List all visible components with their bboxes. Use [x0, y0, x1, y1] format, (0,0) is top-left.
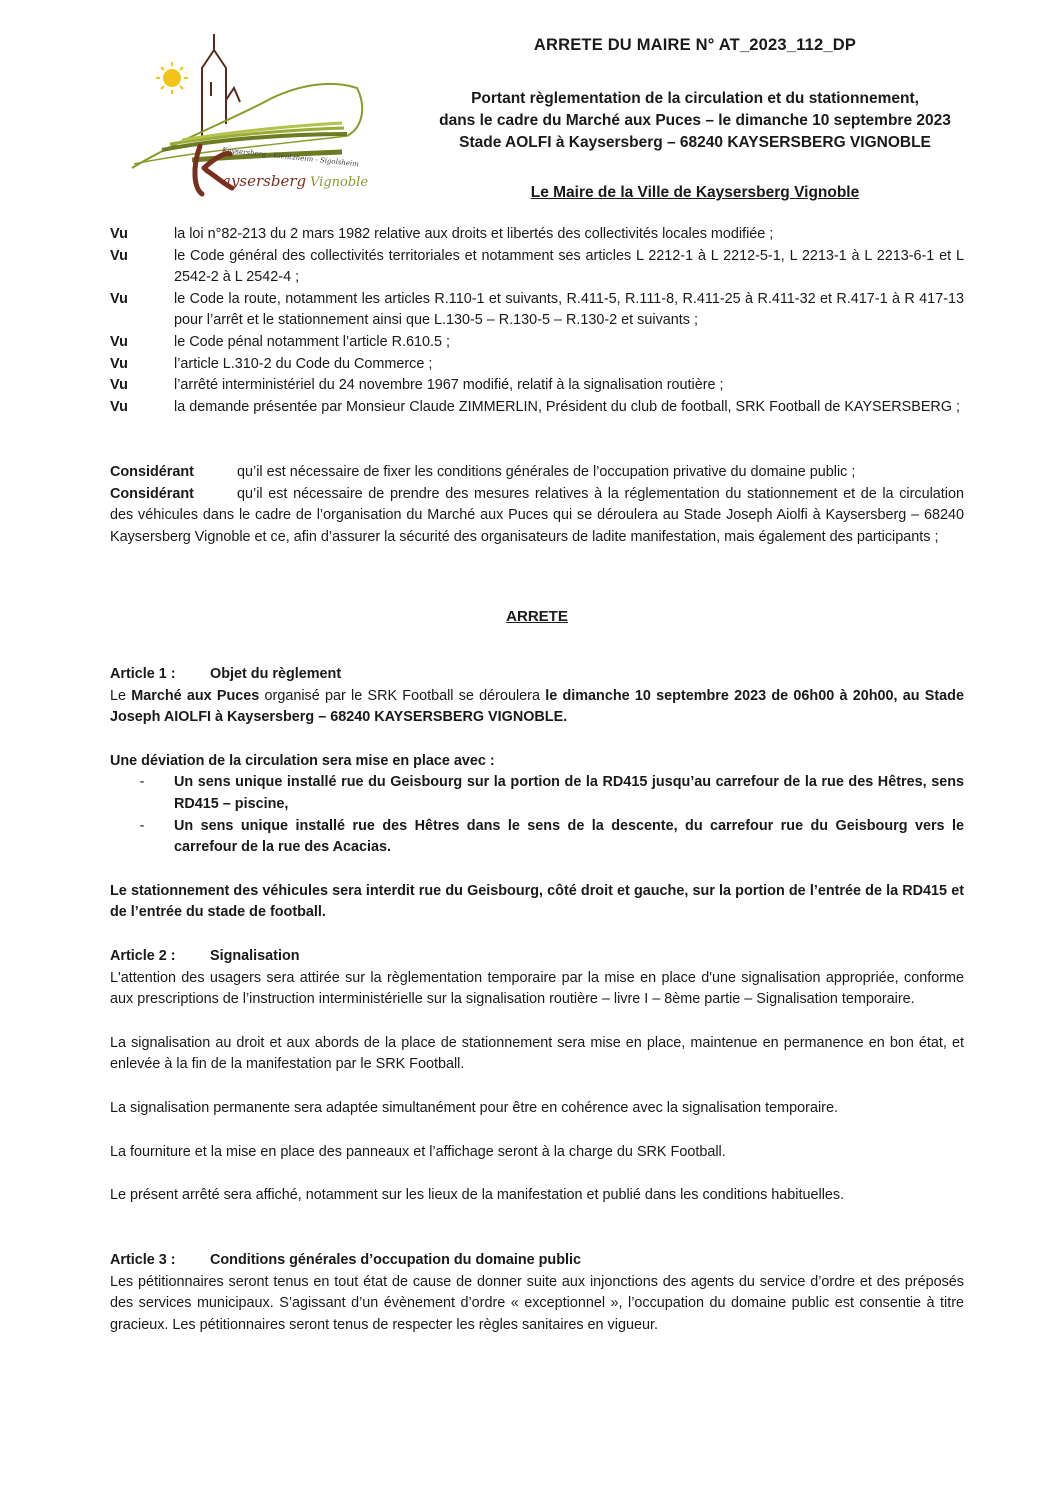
- vu-clause: Vu le Code général des collectivités territoriales et notamment ses articles L 2212-1 à L 2212-5-1, L 2213-1 à L 2213-6-1 et L 2542-2 à L 2542-4 ;: [110, 247, 964, 286]
- mayor-heading: Le Maire de la Ville de Kaysersberg Vignoble: [530, 184, 860, 201]
- considerant-clause: Considérant qu’il est nécessaire de fixer les conditions générales de l’occupation privative du domaine public ;: [110, 464, 856, 480]
- subtitle-line: Stade AOLFI à Kaysersberg – 68240 KAYSERSBERG VIGNOBLE: [459, 134, 931, 151]
- vu-clause: Vu la loi n°82-213 du 2 mars 1982 relative aux droits et libertés des collectivités locales modifiée ;: [110, 226, 774, 242]
- considerant-clause: Considérant qu’il est nécessaire de prendre des mesures relatives à la réglementation du stationnement et de la circulation des véhicules dans le cadre de l’organisation du Marché aux Puces qui se déroulera au Stade Joseph Aiolfi à Kaysersberg – 68240 Kaysersberg Vignoble et ce, afin d’assurer la sécurité des organisateurs de ladite manifestation, mais également des participants ;: [110, 485, 964, 545]
- logo-villages-text: Kaysersberg - Kientzheim - Sigolsheim: [221, 146, 360, 169]
- article-1: [110, 664, 964, 924]
- kaysersberg-vignoble-logo: [122, 28, 384, 198]
- vu-clause: Vu le Code pénal notamment l’article R.610.5 ;: [110, 333, 450, 350]
- deviation-intro: Une déviation de la circulation sera mise en place avec :: [110, 752, 495, 769]
- vu-clause: Vu l’arrêté interministériel du 24 novembre 1967 modifié, relatif à la signalisation routière ;: [110, 377, 724, 394]
- article-heading: Article 2 : Signalisation: [110, 948, 300, 964]
- list-item: - Un sens unique installé rue des Hêtres dans le sens de la descente, du carrefour rue du Geisbourg vers le carrefour de la rue des Acacias.: [139, 817, 964, 856]
- article-paragraph: Le Marché aux Puces organisé par le SRK Football se déroulera le dimanche 10 septembre 2023 de 06h00 à 20h00, au Stade Joseph AIOLFI à Kaysersberg – 68240 KAYSERSBERG VIGNOBLE.: [110, 687, 964, 726]
- vu-clauses: [110, 224, 964, 418]
- article-paragraph: L'attention des usagers sera attirée sur la règlementation temporaire par la mise en place d'une signalisation appropriée, conforme aux prescriptions de l’instruction interministérielle sur la signalisation routière – livre I – 8ème partie – Signalisation temporaire.: [110, 969, 964, 1008]
- subtitle-line: dans le cadre du Marché aux Puces – le dimanche 10 septembre 2023: [439, 112, 951, 129]
- vu-clause: Vu la demande présentée par Monsieur Claude ZIMMERLIN, Président du club de football, SRK Football de KAYSERSBERG ;: [110, 398, 961, 415]
- arrete-heading: ARRETE: [506, 608, 568, 625]
- sun-icon: [156, 62, 188, 94]
- logo-name-vignoble: Vignoble: [310, 175, 369, 190]
- list-item: - Un sens unique installé rue du Geisbourg sur la portion de la RD415 jusqu’au carrefour de la rue des Hêtres, sens RD415 – piscine,: [139, 774, 964, 812]
- vu-clause: Vu l’article L.310-2 du Code du Commerce ;: [110, 355, 433, 372]
- parking-rule: Le stationnement des véhicules sera interdit rue du Geisbourg, côté droit et gauche, sur la portion de l’entrée de la RD415 et de l’entrée du stade de football.: [110, 882, 964, 921]
- article-2: [110, 946, 964, 1207]
- tower-icon: [202, 34, 240, 136]
- vu-clause: Vu le Code la route, notamment les articles R.110-1 et suivants, R.411-5, R.111-8, R.411-25 à R.411-32 et R.417-1 à R 417-13 pour l’arrêt et le stationnement ainsi que L.130-5 – R.130-5 – R.130-2 et suivants ;: [110, 290, 964, 329]
- decree-subtitle: [395, 88, 995, 154]
- article-heading: Article 3 : Conditions générales d’occupation du domaine public: [110, 1252, 581, 1268]
- subtitle-line: Portant règlementation de la circulation et du stationnement,: [471, 90, 919, 107]
- logo-name-text: aysersberg: [222, 172, 307, 190]
- article-paragraph: La signalisation permanente sera adaptée simultanément pour être en cohérence avec la signalisation temporaire.: [110, 1099, 838, 1116]
- article-3: [110, 1250, 964, 1336]
- article-paragraph: La fourniture et la mise en place des panneaux et l’affichage seront à la charge du SRK Football.: [110, 1143, 726, 1160]
- decree-title: ARRETE DU MAIRE N° AT_2023_112_DP: [533, 36, 857, 54]
- article-paragraph: La signalisation au droit et aux abords de la place de stationnement sera mise en place, maintenue en permanence en bon état, et enlevée à la fin de la manifestation par le SRK Football.: [110, 1034, 964, 1073]
- considerant-clauses: [110, 462, 964, 548]
- article-paragraph: Le présent arrêté sera affiché, notamment sur les lieux de la manifestation et publié dans les conditions habituelles.: [110, 1187, 845, 1204]
- article-paragraph: Les pétitionnaires seront tenus en tout état de cause de donner suite aux injonctions des agents du service d’ordre et des préposés des services municipaux. S’agissant d’un évènement d’ordre « exceptionnel », l’occupation du domaine public est consentie à titre gracieux. Les pétitionnaires seront tenus de respecter les règles sanitaires en vigueur.: [110, 1273, 964, 1333]
- article-heading: Article 1 : Objet du règlement: [110, 666, 342, 682]
